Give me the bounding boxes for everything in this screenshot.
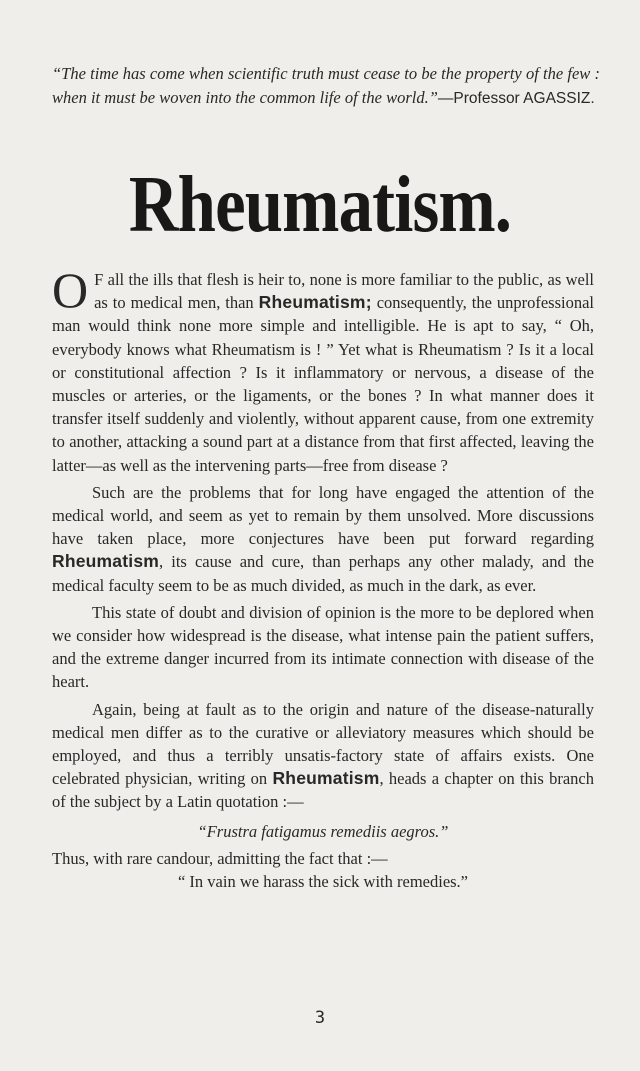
epigraph-attribution: —Professor AGASSIZ. [437, 90, 595, 107]
keyword-rheumatism: Rheumatism [272, 768, 380, 789]
latin-quote: “Frustra fatigamus remediis aegros.” [197, 821, 449, 841]
keyword-rheumatism: Rheumatism [258, 292, 366, 313]
p1-text-a: F all the ills that flesh is heir to, none is more familiar to the public, as well as to medical men, than [94, 270, 594, 313]
p2-text-b: , its cause and cure, than perhaps any other malady, and the medical faculty seem to be as much divided, as much in the dark, as ever. [52, 552, 594, 595]
paragraph-5: Thus, with rare candour, admitting the fact that :— [52, 848, 388, 868]
article-body [52, 262, 595, 893]
paragraph-3: This state of doubt and division of opinion is the more to be deplored when we consider how widespread is the disease, what intense pain the patient suffers, and the extreme danger incurred from its intimate connection with disease of the heart. [52, 602, 594, 692]
epigraph [52, 62, 600, 111]
p2-text-a: Such are the problems that for long have engaged the attention of the medical world, and seem as yet to remain by them unsolved. More discussions have taken place, more conjectures have been put forward regarding [52, 482, 594, 549]
p1-text-b: consequently, the unprofessional man would think none more simple and intelligible. He is apt to say, “ Oh, everybody knows what Rheumatism is ! ” Yet what is Rheumatism ? Is it a local or constitutional affection ? Is it inflammatory or nervous, a disease of the muscles or arteries, or the ligaments, or the bones ? In what manner does it transfer itself suddenly and violently, without apparent cause, from one extremity to another, attacking a sound part at a distance from that first affected, leaving the latter—as well as the intervening parts—free from disease ? [52, 293, 595, 475]
keyword-rheumatism: Rheumatism [52, 551, 160, 572]
paragraph-2 [52, 481, 594, 597]
drop-cap: O [52, 262, 89, 318]
p4-text-b: , heads a chapter on this branch of the subject by a Latin quotation :— [52, 769, 595, 812]
page-title: Rheumatism. [128, 161, 512, 249]
keyword-suffix: ; [365, 292, 372, 313]
paragraph-4 [52, 698, 594, 814]
p4-text-a: Again, being at fault as to the origin and nature of the disease-naturally medical men differ as to the curative or alleviatory measures which should be employed, and thus a terribly unsatis-factory state of affairs exists. One celebrated physician, writing on [52, 699, 594, 789]
paragraph-1 [52, 262, 595, 477]
translation-quote: “ In vain we harass the sick with remedies.” [177, 872, 469, 892]
page-number: 3 [314, 1008, 326, 1028]
epigraph-text: “The time has come when scientific truth must cease to be the property of the few : when it must be woven into the common life of the world.” [52, 64, 600, 107]
